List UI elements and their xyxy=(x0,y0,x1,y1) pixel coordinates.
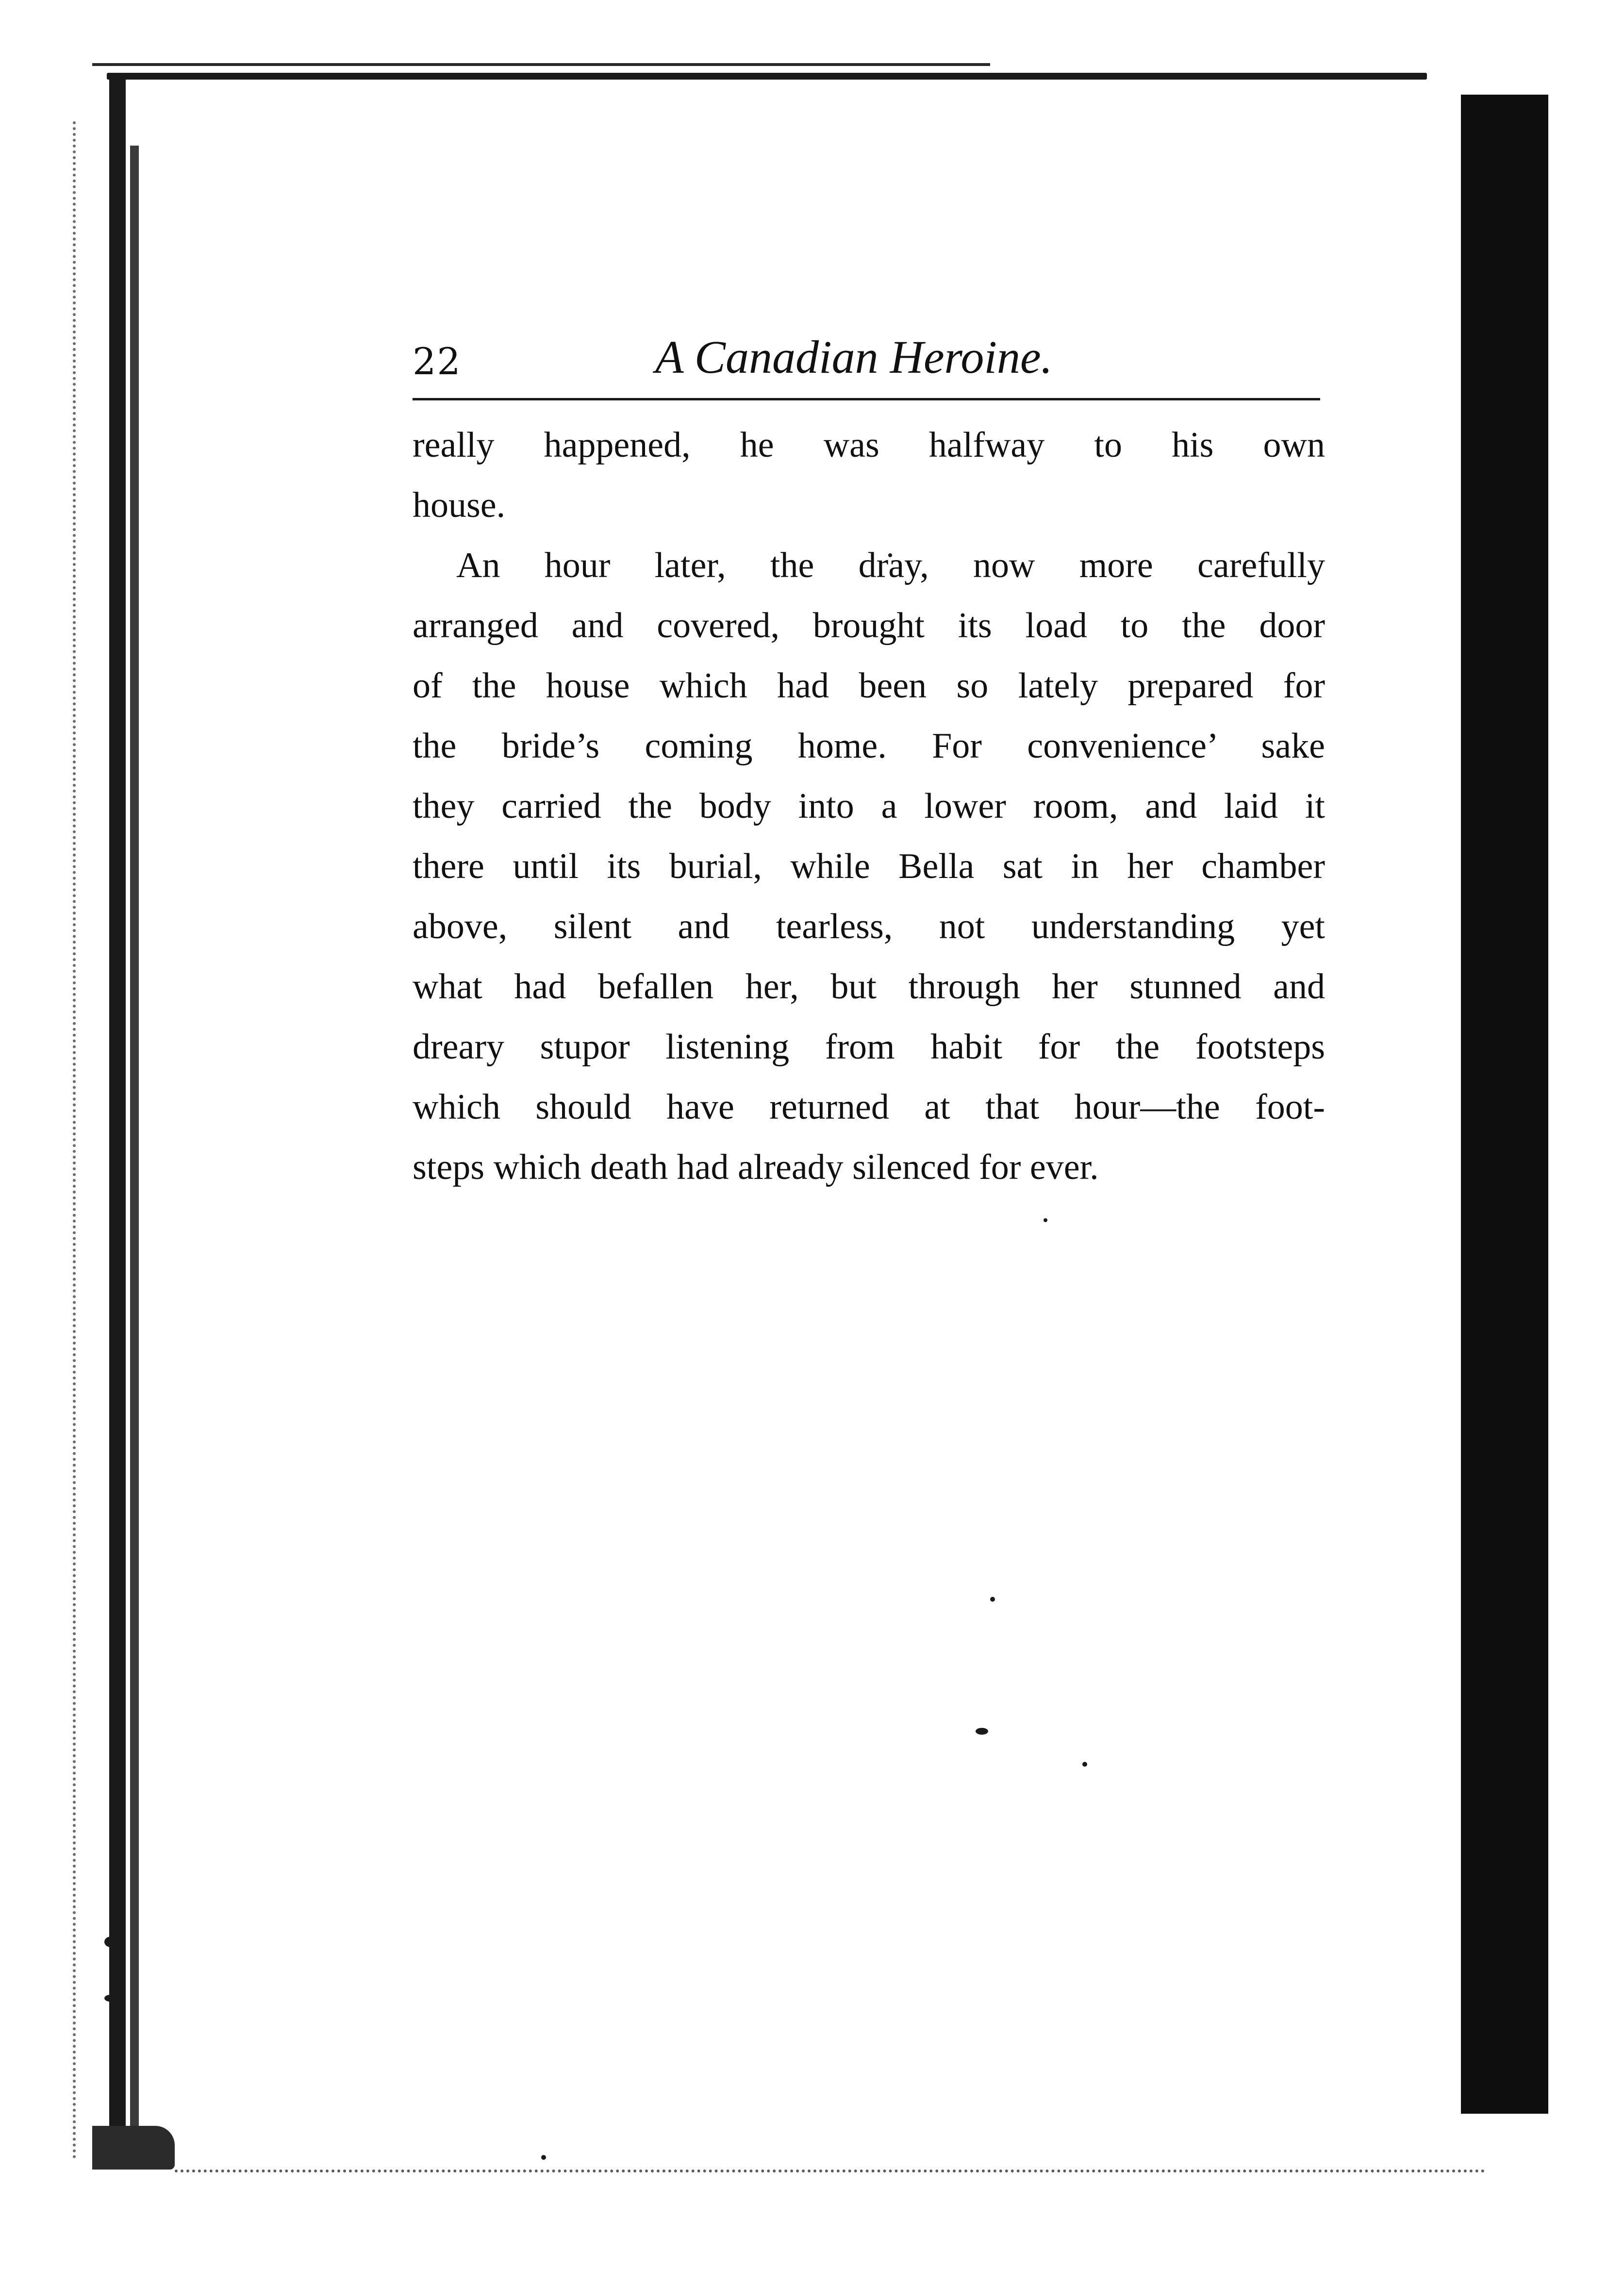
ink-speck xyxy=(1044,1218,1047,1222)
ink-speck xyxy=(541,2155,546,2160)
scan-bottom-smudge xyxy=(92,2126,175,2170)
scan-top-edge xyxy=(107,73,1427,80)
running-title: A Canadian Heroine. xyxy=(655,331,1053,383)
text-line: the bride’s coming home. For convenience’ sake xyxy=(413,726,1325,766)
ink-speck xyxy=(976,1728,988,1735)
ink-speck xyxy=(990,1597,995,1602)
text-line: house. xyxy=(413,485,506,525)
text-line: which should have returned at that hour—the foot- xyxy=(413,1087,1325,1127)
text-line: arranged and covered, brought its load to the door xyxy=(413,606,1325,646)
header-rule xyxy=(413,398,1320,400)
text-line: what had befallen her, but through her stunned and xyxy=(413,967,1325,1007)
body-text xyxy=(413,415,1325,1197)
ink-speck xyxy=(104,1937,117,1947)
text-line: really happened, he was halfway to his own xyxy=(413,425,1325,465)
book-page xyxy=(413,320,1325,1197)
text-line: they carried the body into a lower room, and laid it xyxy=(413,786,1325,826)
ink-speck xyxy=(1082,1762,1087,1767)
scan-edge-dots xyxy=(73,121,81,2160)
text-line: of the house which had been so lately prepared for xyxy=(413,666,1325,706)
page-header xyxy=(413,320,1325,393)
page-number: 22 xyxy=(413,340,462,383)
text-line: there until its burial, while Bella sat in her chamber xyxy=(413,846,1325,886)
scan-bottom-dots xyxy=(175,2170,1485,2177)
text-line: dreary stupor listening from habit for the footsteps xyxy=(413,1027,1325,1067)
scan-top-edge-thin xyxy=(92,63,990,66)
text-line: steps which death had already silenced for ever. xyxy=(413,1147,1099,1187)
paragraph xyxy=(413,535,1325,1197)
text-line: above, silent and tearless, not understanding yet xyxy=(413,907,1325,946)
ink-speck xyxy=(104,1995,116,2002)
text-line: An hour later, the dray, now more carefully xyxy=(456,546,1325,585)
scan-right-edge xyxy=(1461,95,1548,2114)
paragraph xyxy=(413,415,1325,535)
scan-left-edge xyxy=(109,73,126,2155)
scan-left-edge-inner xyxy=(130,146,139,2136)
